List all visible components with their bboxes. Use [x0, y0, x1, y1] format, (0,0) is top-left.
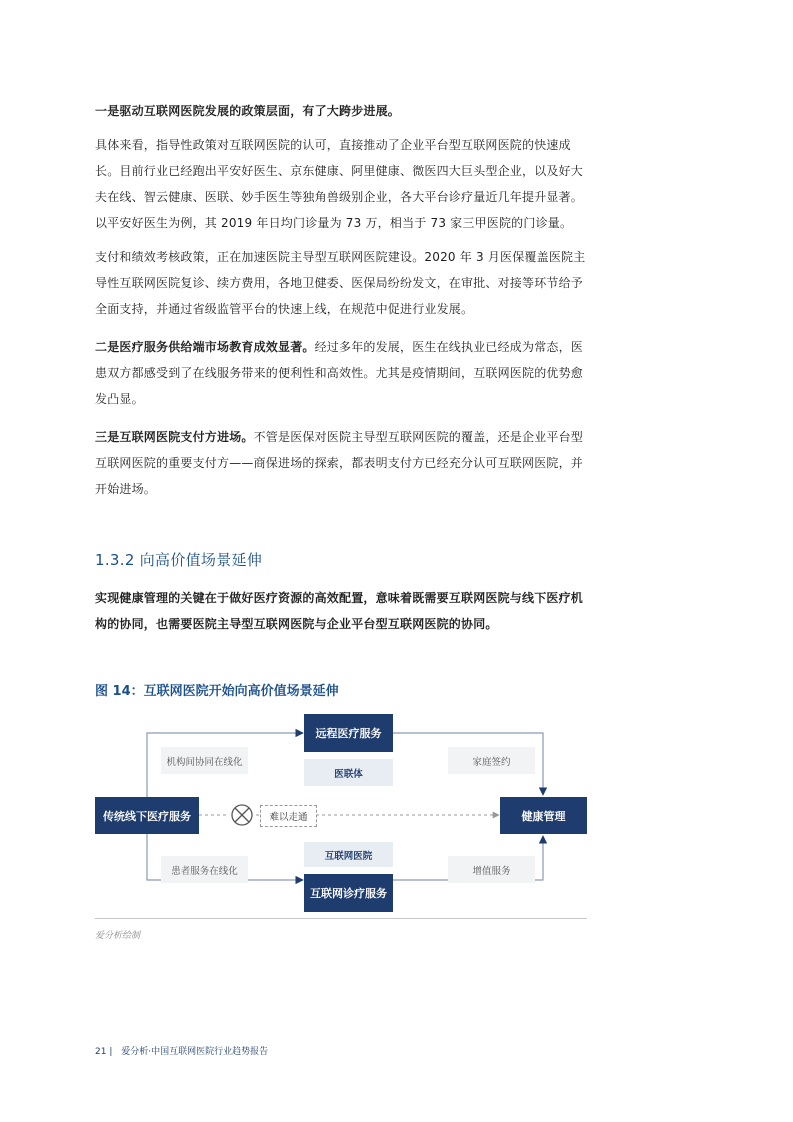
paragraph-payment-policy: 支付和绩效考核政策，正在加速医院主导型互联网医院建设。2020 年 3 月医保覆盖医院主导性互联网医院复诊、续方费用，各地卫健委、医保局纷纷发文，在审批、对接等环节给予全面支持，并通过省级监管平台的快速上线，在规范中促进行业发展。 — [95, 250, 586, 316]
blocked-label: 难以走通 — [260, 805, 317, 827]
page-footer — [95, 1044, 268, 1057]
health-management-box: 健康管理 — [500, 797, 587, 834]
internet-hospital-box: 互联网医院 — [304, 842, 393, 867]
blocked-x-icon — [232, 805, 252, 825]
report-title: 爱分析·中国互联网医院行业趋势报告 — [121, 1047, 269, 1057]
internet-diagnosis-box: 互联网诊疗服务 — [304, 874, 393, 912]
paragraph-policy-detail: 具体来看，指导性政策对互联网医院的认可，直接推动了企业平台型互联网医院的快速成长。目前行业已经跑出平安好医生、京东健康、阿里健康、微医四大巨头型企业，以及好大夫在线、智云健康、医联、妙手医生等独角兽级别企业，各大平台诊疗量近几年提升显著。以平安好医生为例，其 2019 年日均门诊量为 73 万，相当于 73 家三甲医院的门诊量。 — [95, 138, 584, 230]
market-education-heading: 二是医疗服务供给端市场教育成效显著。 — [95, 340, 315, 354]
market-education-text: 经过多年的发展，医生在线执业已经成为常态，医患双方都感受到了在线服务带来的便利性和高效性。尤其是疫情期间，互联网医院的优势愈发凸显。 — [95, 340, 584, 406]
payer-entry-text: 不管是医保对医院主导型互联网医院的覆盖，还是企业平台型互联网医院的重要支付方——商保进场的探索，都表明支付方已经充分认可互联网医院，并开始进场。 — [95, 430, 584, 496]
figure-divider — [95, 918, 587, 919]
figure-title: 图 14：互联网医院开始向高价值场景延伸 — [95, 684, 339, 699]
section-intro: 实现健康管理的关键在于做好医疗资源的高效配置，意味着既需要互联网医院与线下医疗机构的协同，也需要医院主导型互联网医院与企业平台型互联网医院的协同。 — [95, 591, 584, 631]
remote-care-box: 远程医疗服务 — [304, 714, 393, 752]
patient-service-label: 患者服务在线化 — [161, 856, 248, 883]
figure-source: 爱分析绘制 — [95, 931, 141, 941]
policy-heading: 一是驱动互联网医院发展的政策层面，有了大跨步进展。 — [95, 104, 401, 118]
medical-alliance-box: 医联体 — [304, 759, 393, 786]
family-contract-label: 家庭签约 — [448, 747, 535, 774]
institution-collaboration-label: 机构间协同在线化 — [161, 747, 248, 774]
section-heading: 1.3.2 向高价值场景延伸 — [95, 551, 263, 569]
payer-entry-heading: 三是互联网医院支付方进场。 — [95, 430, 254, 444]
value-added-service-label: 增值服务 — [448, 856, 535, 883]
page-number: 21 | — [95, 1047, 113, 1057]
offline-medical-box: 传统线下医疗服务 — [95, 797, 199, 834]
